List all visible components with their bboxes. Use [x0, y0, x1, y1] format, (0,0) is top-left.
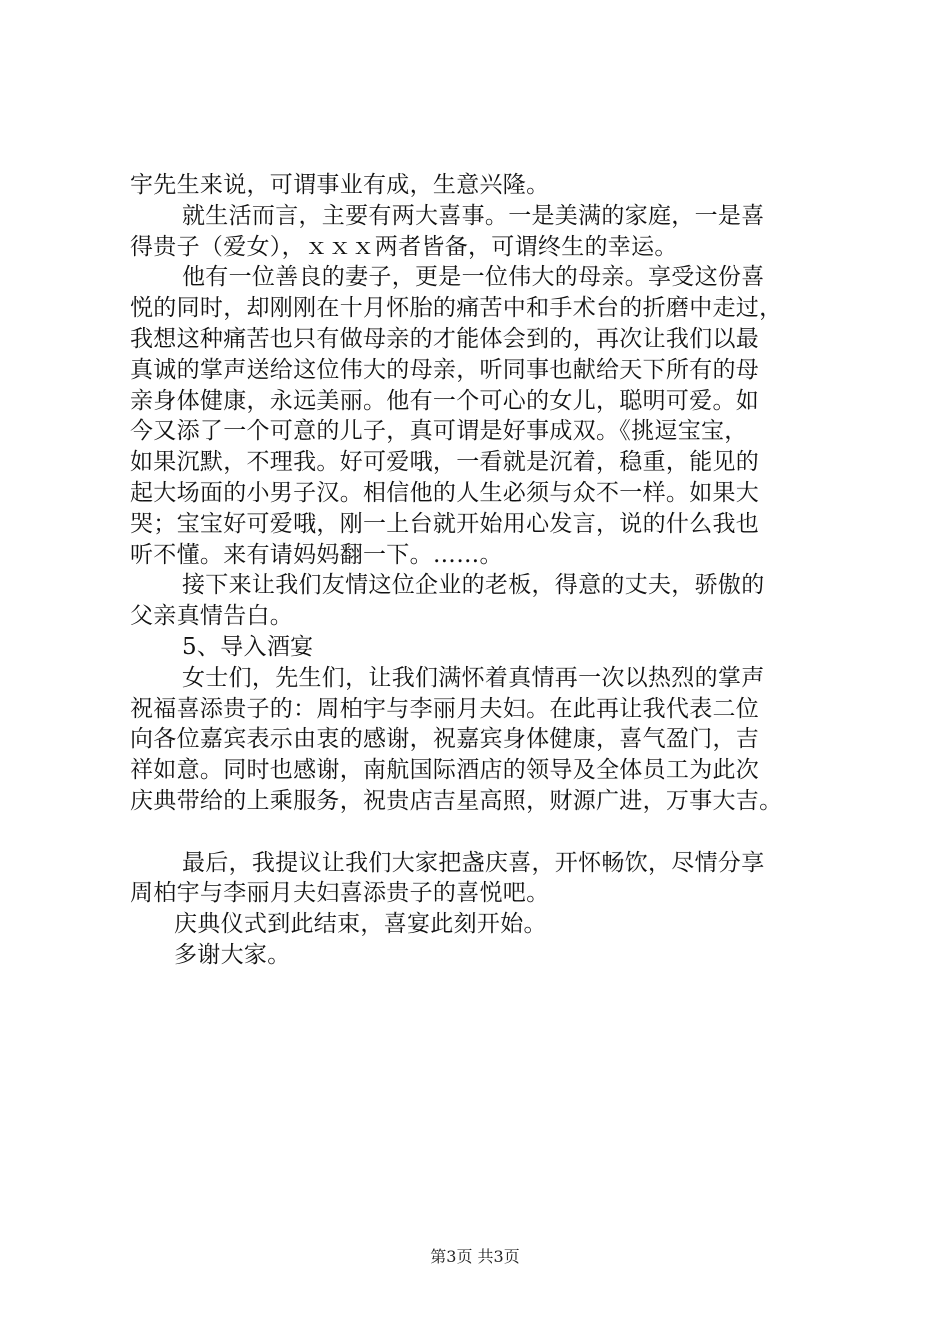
text-line: 接下来让我们友情这位企业的老板，得意的丈夫，骄傲的 — [182, 572, 765, 599]
text-line: 最后，我提议让我们大家把盏庆喜，开怀畅饮，尽情分享 — [182, 849, 765, 876]
text-line: 起大场面的小男子汉。相信他的人生必须与众不一样。如果大 — [130, 479, 760, 506]
text-line: 哭；宝宝好可爱哦，刚一上台就开始用心发言，说的什么我也 — [130, 510, 760, 537]
text-line: 祝福喜添贵子的：周柏宇与李丽月夫妇。在此再让我代表二位 — [130, 695, 760, 722]
text-line: 祥如意。同时也感谢，南航国际酒店的领导及全体员工为此次 — [130, 757, 760, 784]
text-line: 我想这种痛苦也只有做母亲的才能体会到的，再次让我们以最 — [130, 325, 760, 352]
text-line: 多谢大家。 — [174, 941, 291, 968]
text-line: 女士们，先生们，让我们满怀着真情再一次以热烈的掌声 — [182, 664, 765, 691]
text-line: 得贵子（爱女），ｘｘｘ两者皆备，可谓终生的幸运。 — [130, 233, 678, 260]
text-line: 宇先生来说，可谓事业有成，生意兴隆。 — [130, 172, 550, 198]
text-line: 听不懂。来有请妈妈翻一下。……。 — [130, 541, 503, 568]
page-footer: 第3页 共3页 — [430, 1247, 520, 1266]
text-line: 庆典仪式到此结束，喜宴此刻开始。 — [174, 911, 547, 938]
text-line: 今又添了一个可意的儿子，真可谓是好事成双。《挑逗宝宝， — [130, 418, 748, 445]
document-body — [130, 170, 830, 971]
text-line: 庆典带给的上乘服务，祝贵店吉星高照，财源广进，万事大吉。 — [130, 787, 783, 814]
text-line: 周柏宇与李丽月夫妇喜添贵子的喜悦吧。 — [130, 880, 550, 907]
blank-line — [130, 817, 830, 848]
text-line: 父亲真情告白。 — [130, 603, 294, 630]
text-line: 如果沉默，不理我。好可爱哦，一看就是沉着，稳重，能见的 — [130, 449, 760, 476]
text-line: 向各位嘉宾表示由衷的感谢，祝嘉宾身体健康，喜气盈门，吉 — [130, 726, 760, 753]
text-line: 悦的同时，却刚刚在十月怀胎的痛苦中和手术台的折磨中走过， — [130, 295, 783, 322]
text-line: 亲身体健康，永远美丽。他有一个可心的女儿，聪明可爱。如 — [130, 387, 760, 414]
text-line: 他有一位善良的妻子，更是一位伟大的母亲。享受这份喜 — [182, 264, 765, 291]
text-line: 就生活而言，主要有两大喜事。一是美满的家庭，一是喜 — [182, 202, 765, 229]
section-heading: 5、导入酒宴 — [182, 633, 314, 660]
text-line: 真诚的掌声送给这位伟大的母亲，听同事也献给天下所有的母 — [130, 356, 760, 383]
